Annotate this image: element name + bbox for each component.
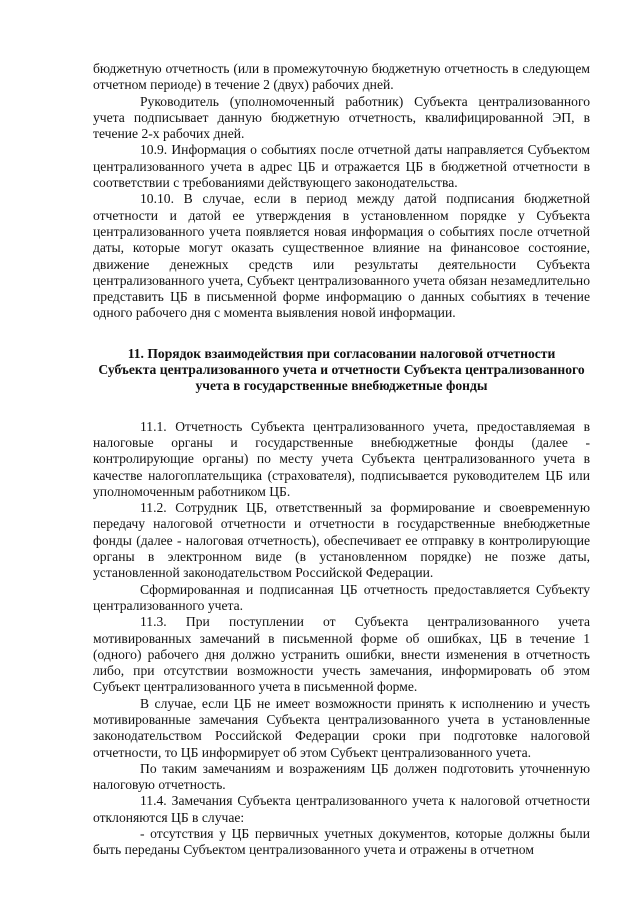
- paragraph-11-4: 11.4. Замечания Субъекта централизованного учета к налоговой отчетности отклоняются ЦБ в случае:: [93, 793, 590, 825]
- paragraph-signing: Руководитель (уполномоченный работник) Субъекта централизованного учета подписывает данную бюджетную отчетность, квалифицированной ЭП, в течение 2-х рабочих дней.: [93, 93, 590, 142]
- paragraph-10-9: 10.9. Информация о событиях после отчетной даты направляется Субъектом централизованного учета в адрес ЦБ и отражается ЦБ в бюджетной отчетности в соответствии с требованиями действующего законодательства.: [93, 142, 590, 191]
- paragraph-10-10: 10.10. В случае, если в период между датой подписания бюджетной отчетности и датой ее утверждения в установленном порядке у Субъекта централизованного учета появляется новая информация о событиях после отчетной даты, которые могут оказать существенное влияние на финансовое состояние, движение денежных средств или результаты деятельности Субъекта централизованного учета, Субъект централизованного учета обязан незамедлительно представить ЦБ в письменной форме информацию о данных событиях в течение одного рабочего дня с момента выявления новой информации.: [93, 191, 590, 321]
- section-title-line-1: 11. Порядок взаимодействия при согласовании налоговой отчетности: [127, 345, 556, 361]
- section-11-title: [93, 346, 590, 395]
- paragraph-continuation: бюджетную отчетность (или в промежуточную бюджетную отчетность в следующем отчетном периоде) в течение 2 (двух) рабочих дней.: [93, 61, 590, 93]
- paragraph-11-2: 11.2. Сотрудник ЦБ, ответственный за формирование и своевременную передачу налоговой отчетности и отчетности в государственные внебюджетные фонды (далее - налоговая отчетность), обеспечивает ее отправку в контролирующие органы в электронном виде (в установленном порядке) не позже даты, установленной законодательством Российской Федерации.: [93, 500, 590, 581]
- section-title-line-2: Субъекта централизованного учета и отчетности Субъекта централизованного: [98, 362, 585, 378]
- paragraph-corrected-report: По таким замечаниям и возражениям ЦБ должен подготовить уточненную налоговую отчетность.: [93, 760, 590, 793]
- paragraph-11-3: 11.3. При поступлении от Субъекта централизованного учета мотивированных замечаний в письменной форме об ошибках, ЦБ в течение 1 (одного) рабочего дня должно устранить ошибки, внести изменения в отчетность либо, при отсутствии возможности учесть замечания, информировать об этом Субъект централизованного учета в письменной форме.: [93, 614, 590, 695]
- document-body: [93, 61, 590, 859]
- section-title-line-3: учета в государственные внебюджетные фонды: [195, 378, 488, 394]
- paragraph-cannot-accept: В случае, если ЦБ не имеет возможности принять к исполнению и учесть мотивированные замечания Субъекта централизованного учета в установленные законодательством Российской Федерации сроки при подготовке налоговой отчетности, то ЦБ информирует об этом Субъект централизованного учета.: [93, 695, 590, 760]
- paragraph-11-4-item-1: - отсутствия у ЦБ первичных учетных документов, которые должны были быть переданы Субъектом централизованного учета и отражены в отчетном: [93, 826, 590, 858]
- paragraph-11-1: 11.1. Отчетность Субъекта централизованного учета, предоставляемая в налоговые органы и государственные внебюджетные фонды (далее - контролирующие органы) по месту учета Субъекта централизованного учета в качестве налогоплательщика (страхователя), подписывается руководителем ЦБ или уполномоченным работником ЦБ.: [93, 418, 590, 499]
- paragraph-report-provided: Сформированная и подписанная ЦБ отчетность предоставляется Субъекту централизованного учета.: [93, 581, 590, 613]
